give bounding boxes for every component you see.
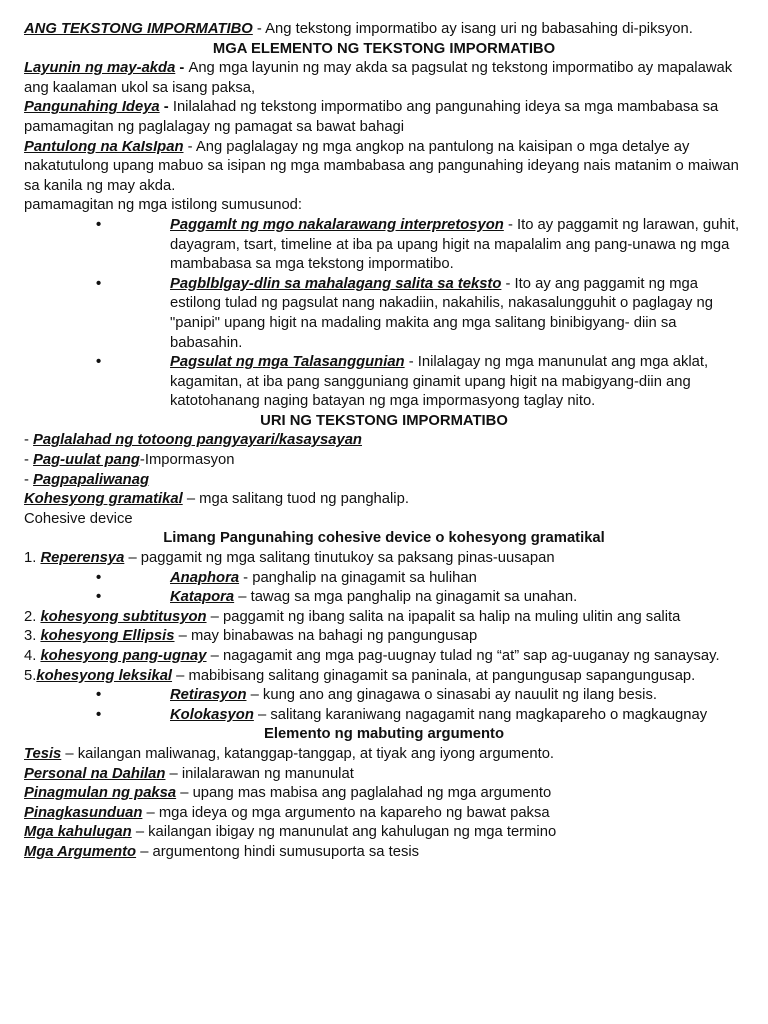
list-item [24, 686, 744, 706]
device-text: – may binabawas na bahagi ng pangungusap [174, 628, 478, 645]
device-item-2 [24, 608, 744, 628]
type-text: -Impormasyon [139, 452, 235, 469]
section4-heading: Elemento ng mabuting argumento [263, 726, 505, 743]
intro-term: ANG TEKSTONG IMPORMATIBO [24, 21, 253, 37]
element-separator: - [159, 99, 173, 116]
intro-text: - Ang tekstong impormatibo ay isang uri ng babasahing di-piksyon. [252, 21, 693, 37]
device-number: 1. [24, 550, 41, 567]
bullet-text: - Ito ay paggamit ng larawan, guhit, dayagram, tsart, timeline at iba pa upang higit na mapalalim ang pang-unawa ng mga mambabasa sa mga tekstong impormatibo. [170, 216, 740, 273]
bullet-term: Katapora [170, 589, 235, 606]
styles-list [24, 216, 744, 412]
list-item [24, 588, 744, 608]
element-text: Ang mga layunin ng may akda sa pagsulat ng tekstong impormatibo ay mapalawak ang kaalaman ukol sa isang paksa, [24, 60, 733, 96]
list-item [24, 216, 744, 275]
bullet-term: Paggamlt ng mgo nakalarawang interpretosyon [170, 216, 504, 233]
argument-term: Tesis [24, 745, 62, 762]
device-item-1 [24, 549, 744, 569]
section3-heading: Limang Pangunahing cohesive device o kohesyong gramatikal [163, 530, 605, 547]
argument-text: – kailangan maliwanag, katanggap-tanggap, at tiyak ang iyong argumento. [61, 745, 555, 762]
type-term: Paglalahad ng totoong pangyayari/kasaysayan [33, 432, 362, 449]
list-item [24, 353, 744, 412]
bullet-text: - panghalip na ginagamit sa hulihan [239, 569, 477, 586]
bullet-term: Pagsulat ng mga Talasanggunian [170, 354, 405, 371]
leksikal-list [24, 686, 744, 725]
bullet-icon: • [96, 275, 102, 292]
argument-item [24, 765, 744, 785]
type-prefix: - [24, 452, 34, 469]
device-term: kohesyong leksikal [36, 667, 173, 684]
bullet-icon: • [96, 589, 102, 606]
bullet-icon: • [96, 706, 102, 723]
type-item [24, 451, 744, 471]
argument-item [24, 843, 744, 863]
type-term: Pag-uulat pang [33, 452, 140, 469]
element-separator: - [183, 138, 196, 155]
bullet-term: Kolokasyon [170, 706, 254, 723]
bullet-text: – salitang karaniwang nagagamit nang magkapareho o magkaugnay [253, 706, 708, 723]
device-term: kohesyong Ellipsis [40, 628, 175, 645]
device-term: kohesyong pang-ugnay [40, 648, 207, 664]
device-text: – paggamit ng ibang salita na ipapalit sa halip na muling ulitin ang salita [206, 608, 681, 625]
argument-item [24, 804, 744, 824]
argument-text: – mga ideya og mga argumento na kapareho ng bawat paksa [142, 804, 550, 821]
device-number: 2. [24, 608, 41, 625]
element-term: Layunin ng may-akda [24, 60, 176, 77]
argument-term: Pinagkasunduan [24, 804, 143, 821]
list-item [24, 275, 744, 353]
argument-term: Mga Argumento [24, 843, 137, 860]
device-number: 4. [24, 648, 41, 664]
bullet-icon: • [96, 216, 102, 233]
type-item [24, 431, 744, 451]
bullet-term: Anaphora [170, 569, 240, 586]
cohesive-device-label: Cohesive device [24, 510, 133, 527]
list-item [24, 569, 744, 589]
kohesyon-definition [24, 490, 744, 510]
argument-item [24, 784, 744, 804]
argument-term: Personal na Dahilan [24, 765, 166, 782]
element-text: Ang paglalagay ng mga angkop na pantulong na kaisipan o mga detalye ay nakatutulong upang mabuo sa isipan ng mga mambabasa ang pangunahing ideyang nais matanim o maiwan sa kanila ng may akda. [24, 138, 739, 194]
bullet-term: Pagblblgay-dlin sa mahalagang salita sa teksto [170, 275, 502, 292]
device-text: – paggamit ng mga salitang tinutukoy sa paksang pinas-uusapan [124, 550, 555, 567]
device-item-4 [24, 647, 744, 667]
list-item [24, 706, 744, 726]
argument-term: Mga kahulugan [24, 824, 132, 841]
argument-item [24, 745, 744, 765]
styles-lead: pamamagitan ng mga istilong sumusunod: [24, 197, 303, 214]
argument-text: – kailangan ibigay ng manunulat ang kahulugan ng mga termino [131, 824, 557, 841]
device-term: Reperensya [40, 550, 125, 567]
device-text: – mabibisang salitang ginagamit sa paninala, at pangungusap sapangungusap. [172, 667, 696, 684]
bullet-text: - Inilalagay ng mga manunulat ang mga aklat, kagamitan, at iba pang sangguniang ginamit upang higit na mabigyang-diin ang katotohanang naging batayan ng mga impormasyong taglay nito. [170, 354, 709, 410]
element-term: Pantulong na KaIsIpan [24, 138, 184, 155]
argument-item [24, 823, 744, 843]
type-item [24, 471, 744, 491]
argument-text: – upang mas mabisa ang paglalahad ng mga argumento [176, 785, 552, 802]
element-term: Pangunahing Ideya [24, 99, 160, 116]
device-number: 5. [24, 667, 37, 684]
device-term: kohesyong subtitusyon [40, 608, 207, 625]
argument-text: – argumentong hindi sumusuporta sa tesis [136, 843, 420, 860]
section1-heading: MGA ELEMENTO NG TEKSTONG IMPORMATIBO [212, 40, 556, 57]
device-item-5 [24, 667, 744, 687]
type-prefix: - [24, 432, 34, 449]
bullet-text: – kung ano ang ginagawa o sinasabi ay nauulit ng ilang besis. [246, 687, 657, 704]
element-pantulong [24, 138, 744, 197]
element-pangunahing-ideya [24, 98, 744, 137]
device-item-3 [24, 627, 744, 647]
element-text: Inilalahad ng tekstong impormatibo ang pangunahing ideya sa mga mambabasa sa pamamagitan ng paglalagay ng pamagat sa bawat bahagi [24, 99, 719, 135]
element-separator: - [175, 60, 189, 77]
device-number: 3. [24, 628, 41, 645]
kohesyon-term: Kohesyong gramatikal [24, 491, 183, 508]
intro-paragraph [24, 20, 744, 40]
bullet-icon: • [96, 354, 102, 371]
reperensya-list [24, 569, 744, 608]
section2-heading: URI NG TEKSTONG IMPORMATIBO [260, 412, 508, 429]
element-layunin [24, 59, 744, 98]
kohesyon-text: – mga salitang tuod ng panghalip. [182, 491, 409, 508]
type-term: Pagpapaliwanag [33, 471, 149, 488]
bullet-text: – tawag sa mga panghalip na ginagamit sa unahan. [234, 589, 578, 606]
bullet-term: Retirasyon [170, 687, 247, 704]
device-text: – nagagamit ang mga pag-uugnay tulad ng “at” sap ag-uuganay ng sanaysay. [206, 648, 720, 664]
type-prefix: - [24, 471, 34, 488]
argument-term: Pinagmulan ng paksa [24, 785, 177, 802]
bullet-icon: • [96, 569, 102, 586]
argument-text: – inilalarawan ng manunulat [165, 765, 354, 782]
bullet-icon: • [96, 687, 102, 704]
bullet-text: - Ito ay ang paggamit ng mga estilong tulad ng pagsulat nang nakadiin, nakahilis, nakasalungguhit o paglagay ng "panipi" upang higit na madaling makita ang mga salitang binibigyang- diin sa babasahin. [170, 275, 713, 351]
